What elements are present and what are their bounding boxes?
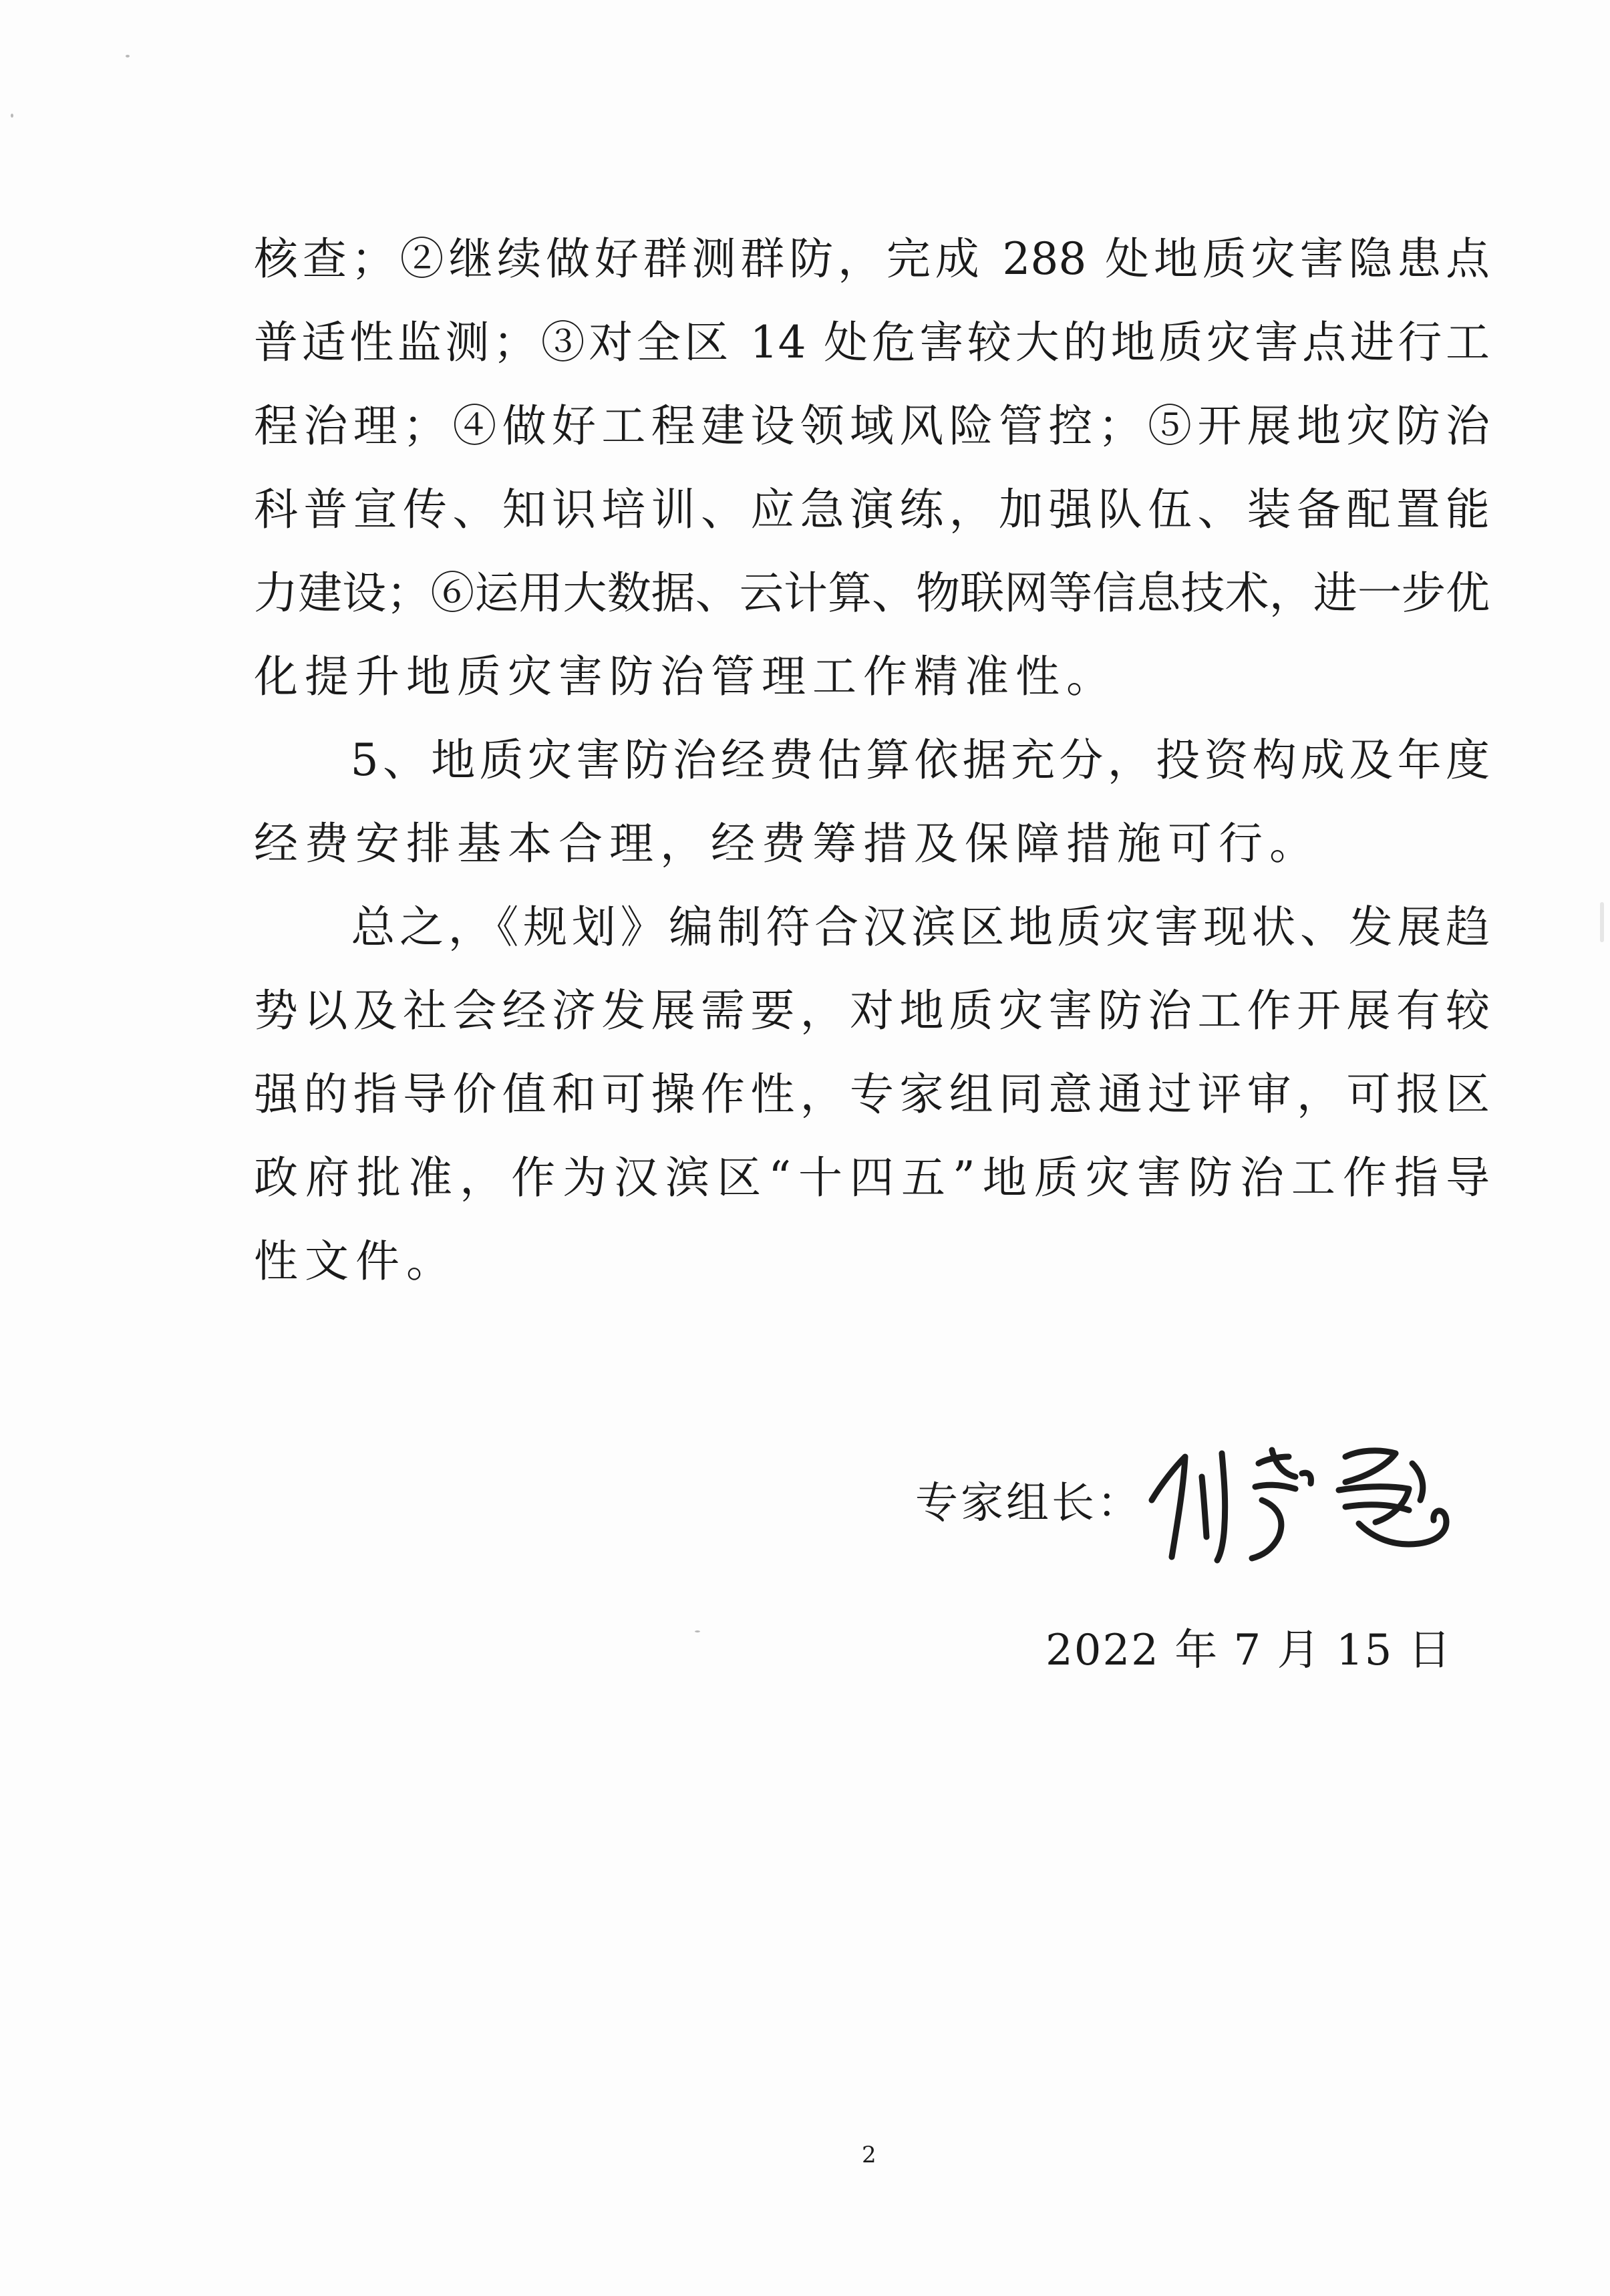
scan-speck [1600, 902, 1604, 942]
text-line: 力建设；⑥运用大数据、云计算、物联网等信息技术，进一步优 [254, 567, 1490, 619]
signature-label: 专家组长： [915, 1479, 1142, 1528]
signature-block [915, 1437, 1492, 1570]
text-line: 科普宣传、知识培训、应急演练，加强队伍、装备配置能 [254, 484, 1490, 535]
text-line: 程治理；④做好工程建设领域风险管控；⑤开展地灾防治 [254, 400, 1490, 452]
text-line: 总之，《规划》编制符合汉滨区地质灾害现状、发展趋 [254, 901, 1490, 953]
text-line: 普适性监测；③对全区 14 处危害较大的地质灾害点进行工 [254, 317, 1490, 368]
text-line: 化提升地质灾害防治管理工作精准性。 [254, 651, 1117, 702]
body-text [254, 217, 1490, 1303]
signing-date: 2022 年 7 月 15 日 [1045, 1626, 1452, 1675]
text-line: 性文件。 [254, 1236, 457, 1287]
text-line: 5、地质灾害防治经费估算依据充分，投资构成及年度 [254, 734, 1490, 786]
handwritten-signature [1145, 1437, 1492, 1570]
text-line: 强的指导价值和可操作性，专家组同意通过评审，可报区 [254, 1068, 1490, 1120]
text-line: 核查；②继续做好群测群防，完成 288 处地质灾害隐患点 [254, 233, 1490, 285]
page-number: 2 [862, 2142, 876, 2168]
scan-speck [695, 1630, 700, 1632]
text-line: 政府批准，作为汉滨区“十四五”地质灾害防治工作指导 [254, 1152, 1490, 1203]
text-line: 势以及社会经济发展需要，对地质灾害防治工作开展有较 [254, 985, 1490, 1036]
scan-speck [126, 55, 130, 57]
scan-speck [11, 114, 13, 118]
text-line: 经费安排基本合理，经费筹措及保障措施可行。 [254, 818, 1320, 869]
